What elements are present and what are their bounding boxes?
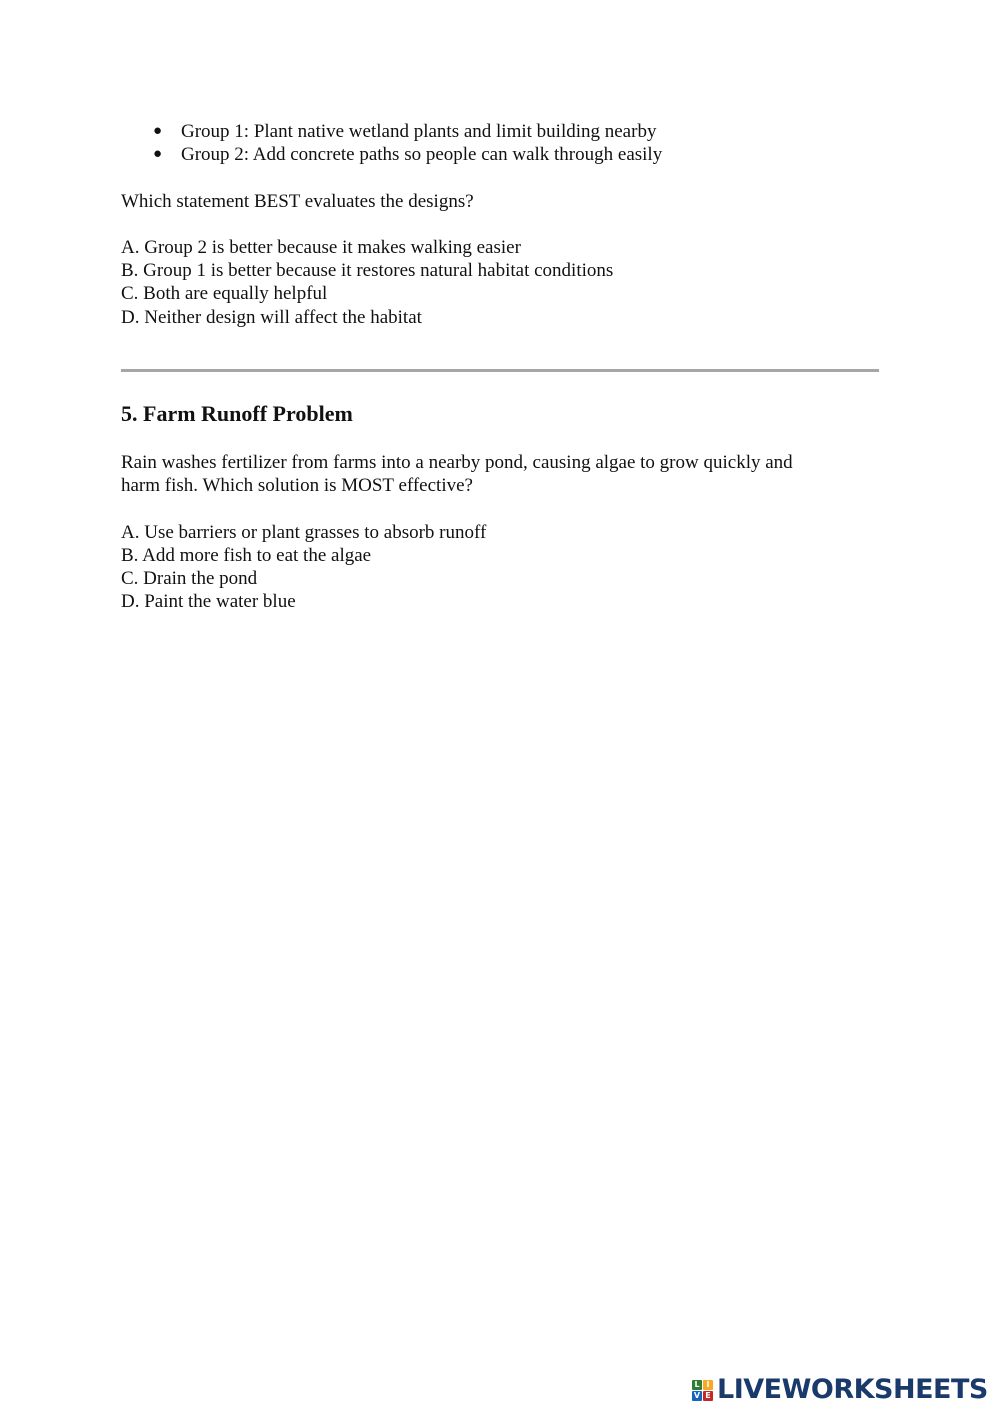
- logo-letter-l: L: [692, 1380, 702, 1390]
- option-d: D. Neither design will affect the habitat: [121, 306, 422, 328]
- option-a: A. Group 2 is better because it makes walking easier: [121, 236, 521, 258]
- bullet-text: Group 2: Add concrete paths so people can walk through easily: [181, 144, 663, 166]
- question-5: [121, 400, 881, 614]
- question-5-prompt: [121, 451, 881, 498]
- question-5-options: [121, 521, 881, 614]
- prompt-line-2: harm fish. Which solution is MOST effective?: [121, 475, 473, 497]
- section-divider: [121, 369, 879, 372]
- question-4-prompt: Which statement BEST evaluates the designs?: [121, 190, 474, 212]
- bullet-dot-icon: ●: [153, 123, 163, 139]
- logo-letter-i: I: [703, 1380, 713, 1390]
- liveworksheets-logo: [692, 1374, 988, 1406]
- option-c: C. Drain the pond: [121, 568, 258, 590]
- question-4-continuation: [121, 120, 881, 329]
- logo-letter-v: V: [693, 1390, 701, 1400]
- option-d: D. Paint the water blue: [121, 591, 296, 613]
- option-b: B. Add more fish to eat the algae: [121, 544, 372, 566]
- bullet-text: Group 1: Plant native wetland plants and limit building nearby: [181, 121, 657, 142]
- logo-text: LIVEWORKSHEETS: [717, 1374, 988, 1405]
- logo-letter-e: E: [703, 1391, 713, 1401]
- bullet-dot-icon: ●: [153, 146, 163, 163]
- design-bullet-list: [121, 120, 881, 167]
- question-5-title: 5. Farm Runoff Problem: [121, 401, 353, 426]
- bullet-item-group-1: [121, 120, 881, 143]
- option-c: C. Both are equally helpful: [121, 283, 328, 305]
- question-4-options: [121, 236, 881, 329]
- prompt-line-1: Rain washes fertilizer from farms into a nearby pond, causing algae to grow quickly and: [121, 452, 793, 473]
- bullet-item-group-2: [121, 143, 881, 166]
- option-a: A. Use barriers or plant grasses to absorb runoff: [121, 521, 487, 543]
- option-b: B. Group 1 is better because it restores natural habitat conditions: [121, 260, 614, 282]
- logo-grid-icon: [692, 1380, 713, 1401]
